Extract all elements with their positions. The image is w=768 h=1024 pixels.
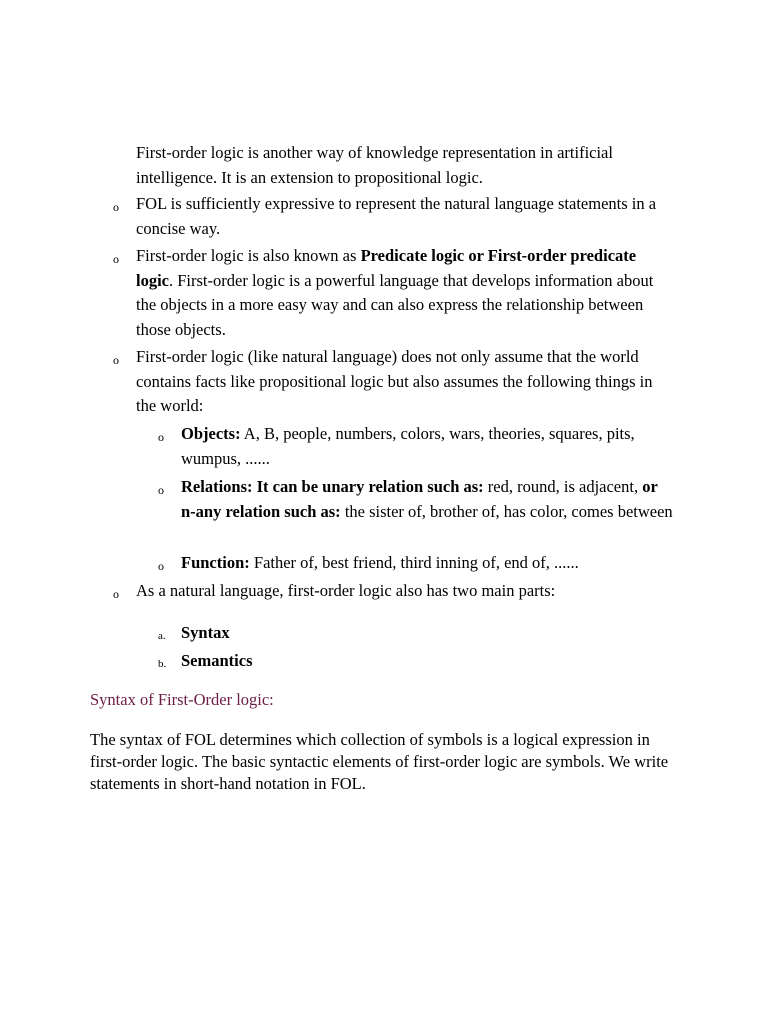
body-paragraph: The syntax of FOL determines which collection of symbols is a logical expression in first-order logic. The basic syntactic elements of first-order logic are symbols. We write statements in short-hand notation in FOL. [90, 730, 669, 793]
part-label: Syntax [181, 623, 230, 642]
sub-item-label: or n-any relation such as: [181, 477, 658, 521]
list-item-text: First-order logic (like natural language) does not only assume that the world contains facts like propositional logic but also assumes the following things in the world: [136, 347, 653, 415]
sub-bullet-marker: o [158, 430, 164, 444]
list-item-text: As a natural language, first-order logic also has two main parts: [136, 581, 556, 600]
part-semantics [181, 649, 676, 674]
part-label: Semantics [181, 651, 253, 670]
list-item-main-parts [136, 579, 676, 604]
sub-item-text: the sister of, brother of, has color, comes between [340, 501, 673, 521]
sub-item-text: red, round, is adjacent, [483, 477, 643, 496]
intro-text: First-order logic is another way of knowledge representation in artificial intelligence. It is an extension to propositional logic. [136, 143, 613, 187]
section-heading: Syntax of First-Order logic: [90, 690, 274, 709]
list-item-predicate-logic [136, 244, 676, 342]
list-item-fol-expressive [136, 192, 676, 241]
alpha-marker: a. [158, 630, 166, 642]
list-item-bold-text: Predicate logic or First-order predicate logic [136, 246, 637, 290]
sub-item-text: Father of, best friend, third inning of, end of, ...... [249, 553, 579, 572]
sub-bullet-marker: o [158, 559, 164, 573]
alpha-marker: b. [158, 658, 167, 670]
part-syntax [181, 621, 676, 646]
sub-item-relations [181, 475, 676, 524]
sub-item-objects [181, 422, 676, 471]
list-item-text: . First-order logic is a powerful language that develops information about the objects in a more easy way and can also express the relationship between those objects. [136, 270, 654, 339]
sub-item-function [181, 551, 676, 576]
bullet-marker: o [113, 353, 119, 367]
list-item-text: FOL is sufficiently expressive to represent the natural language statements in a concise way. [136, 194, 657, 238]
sub-item-label: Relations: It can be unary relation such as: [181, 477, 484, 496]
bullet-marker: o [113, 252, 119, 266]
sub-item-label: Function: [181, 553, 250, 572]
list-item-assumptions [136, 345, 676, 419]
sub-item-label: Objects: [181, 424, 241, 443]
sub-bullet-marker: o [158, 483, 164, 497]
list-item-text: First-order logic is also known as [136, 246, 361, 265]
sub-item-text: A, B, people, numbers, colors, wars, theories, squares, pits, wumpus, ...... [181, 424, 635, 468]
bullet-marker: o [113, 587, 119, 601]
bullet-marker: o [113, 200, 119, 214]
